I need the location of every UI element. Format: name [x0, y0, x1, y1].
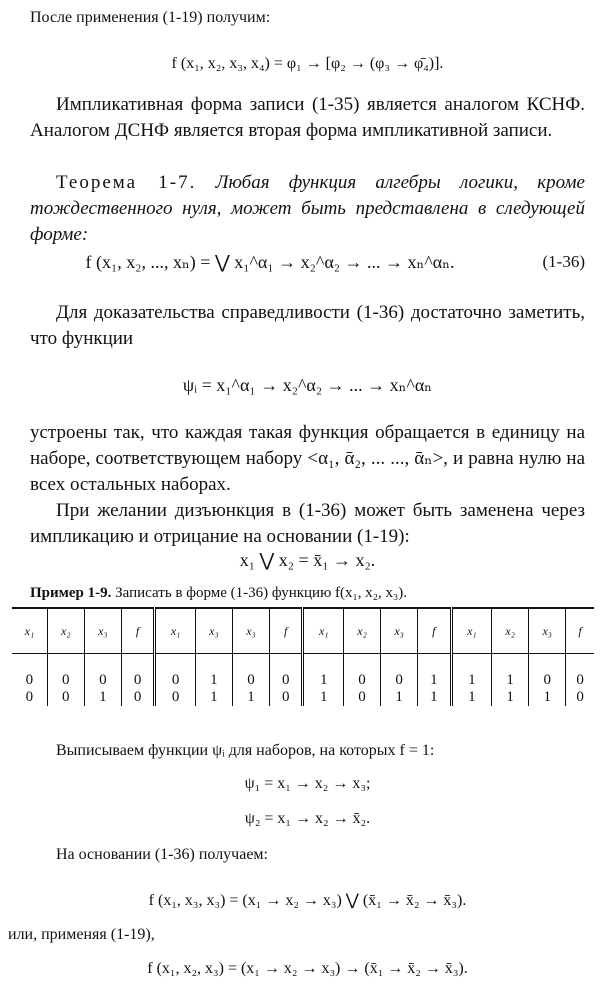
- cell: 1: [492, 689, 529, 706]
- th-3: f: [121, 608, 155, 654]
- th-14: x₃: [529, 608, 566, 654]
- cell: 0: [344, 689, 381, 706]
- formula-f-x4: f (x₁, x₂, x₃, x₄) = φ₁ → [φ₂ → (φ₃ → φ̄₄)].: [171, 55, 444, 72]
- formula-disjunction: x₁ ⋁ x₂ = x̄₁ → x₂.: [239, 550, 376, 570]
- formula-psi-i: ψᵢ = x₁^α₁ → x₂^α₂ → ... → xₙ^αₙ: [182, 375, 433, 395]
- cell: 0: [47, 689, 84, 706]
- cell: 0: [232, 654, 269, 690]
- th-0: x₁: [12, 608, 47, 654]
- cell: 1: [195, 654, 232, 690]
- cell: 0: [269, 654, 303, 690]
- cell: 0: [25, 672, 34, 688]
- paragraph-on-basis: На основании (1-36) получаем:: [56, 846, 268, 863]
- cell: 1: [303, 689, 344, 706]
- cell: 0: [381, 654, 418, 690]
- cell: 1: [381, 689, 418, 706]
- table-row: [12, 689, 594, 706]
- cell: 0: [344, 654, 381, 690]
- th-7: f: [269, 608, 303, 654]
- cell: 1: [418, 654, 452, 690]
- paragraph-write-psi: Выписываем функции ψᵢ для наборов, на которых f = 1:: [56, 742, 435, 759]
- paragraph-or-applying: или, применяя (1-19),: [8, 926, 155, 943]
- cell: 0: [121, 689, 155, 706]
- cell: 1: [451, 689, 492, 706]
- formula-1-36: f (x₁, x₂, ..., xₙ) = ⋁ x₁^α₁ → x₂^α₂ → ... → xₙ^αₙ.: [85, 252, 455, 272]
- formula-f-implication: f (x₁, x₂, x₃) = (x₁ → x₂ → x₃) → (x̄₁ → x̄₂ → x̄₃).: [147, 960, 468, 977]
- formula-psi-2: ψ₂ = x₁ → x₂ → x̄₂.: [244, 810, 371, 827]
- table-row: [12, 654, 594, 690]
- theorem-body: Любая функция алгебры логики, кроме тождественного нуля, может быть представлена в следующей форме:: [30, 172, 585, 245]
- cell: 1: [303, 654, 344, 690]
- th-8: x₁: [303, 608, 344, 654]
- intro-line: После применения (1-19) получим:: [30, 9, 271, 26]
- cell: 0: [47, 654, 84, 690]
- cell: 0: [269, 689, 303, 706]
- cell: 1: [529, 689, 566, 706]
- th-1: x₂: [47, 608, 84, 654]
- th-6: x₃: [232, 608, 269, 654]
- formula-psi-1: ψ₁ = x₁ → x₂ → x₃;: [244, 775, 371, 792]
- truth-table: [12, 607, 594, 706]
- cell: 1: [84, 689, 121, 706]
- example-text: Записать в форме (1-36) функцию f(x₁, x₂, x₃).: [115, 585, 407, 601]
- formula-f-disjunction: f (x₁, x₃, x₃) = (x₁ → x₂ → x₃) ⋁ (x̄₁ → x̄₂ → x̄₃).: [148, 892, 467, 909]
- th-9: x₂: [344, 608, 381, 654]
- example-label: Пример 1-9.: [30, 585, 112, 601]
- cell: 1: [418, 689, 452, 706]
- cell: 0: [155, 654, 196, 690]
- th-5: x₃: [195, 608, 232, 654]
- cell: 0: [529, 654, 566, 690]
- cell: 0: [155, 689, 196, 706]
- theorem-paragraph: [30, 170, 585, 248]
- cell: 1: [492, 654, 529, 690]
- theorem-label: Теорема 1-7.: [56, 172, 197, 193]
- paragraph-arranged: устроены так, что каждая такая функция обращается в единицу на наборе, соответствующем набору <α₁, ᾱ₂, ... ..., ᾱₙ>, и равна нулю на всех остальных наборах.: [30, 422, 585, 495]
- paragraph-implicative-form: Импликативная форма записи (1-35) является аналогом КСНФ. Аналогом ДСНФ является вторая форма импликативной записи.: [30, 94, 585, 141]
- th-2: x₃: [84, 608, 121, 654]
- paragraph-proof: Для доказательства справедливости (1-36) достаточно заметить, что функции: [30, 302, 585, 349]
- cell: 0: [84, 654, 121, 690]
- cell: 0: [566, 654, 594, 690]
- cell: 0: [121, 654, 155, 690]
- paragraph-disjunction: При желании дизъюнкция в (1-36) может быть заменена через импликацию и отрицание на основании (1-19):: [30, 500, 585, 547]
- cell: 1: [451, 654, 492, 690]
- equation-number-1-36: (1-36): [542, 252, 585, 271]
- th-10: x₃: [381, 608, 418, 654]
- th-4: x₁: [155, 608, 196, 654]
- truth-table-header: [12, 608, 594, 654]
- cell: 0: [566, 689, 594, 706]
- th-13: x₂: [492, 608, 529, 654]
- cell: 1: [232, 689, 269, 706]
- th-11: f: [418, 608, 452, 654]
- th-12: x₁: [451, 608, 492, 654]
- cell: 0: [25, 689, 34, 705]
- example-line: [30, 583, 585, 603]
- cell: 1: [195, 689, 232, 706]
- th-15: f: [566, 608, 594, 654]
